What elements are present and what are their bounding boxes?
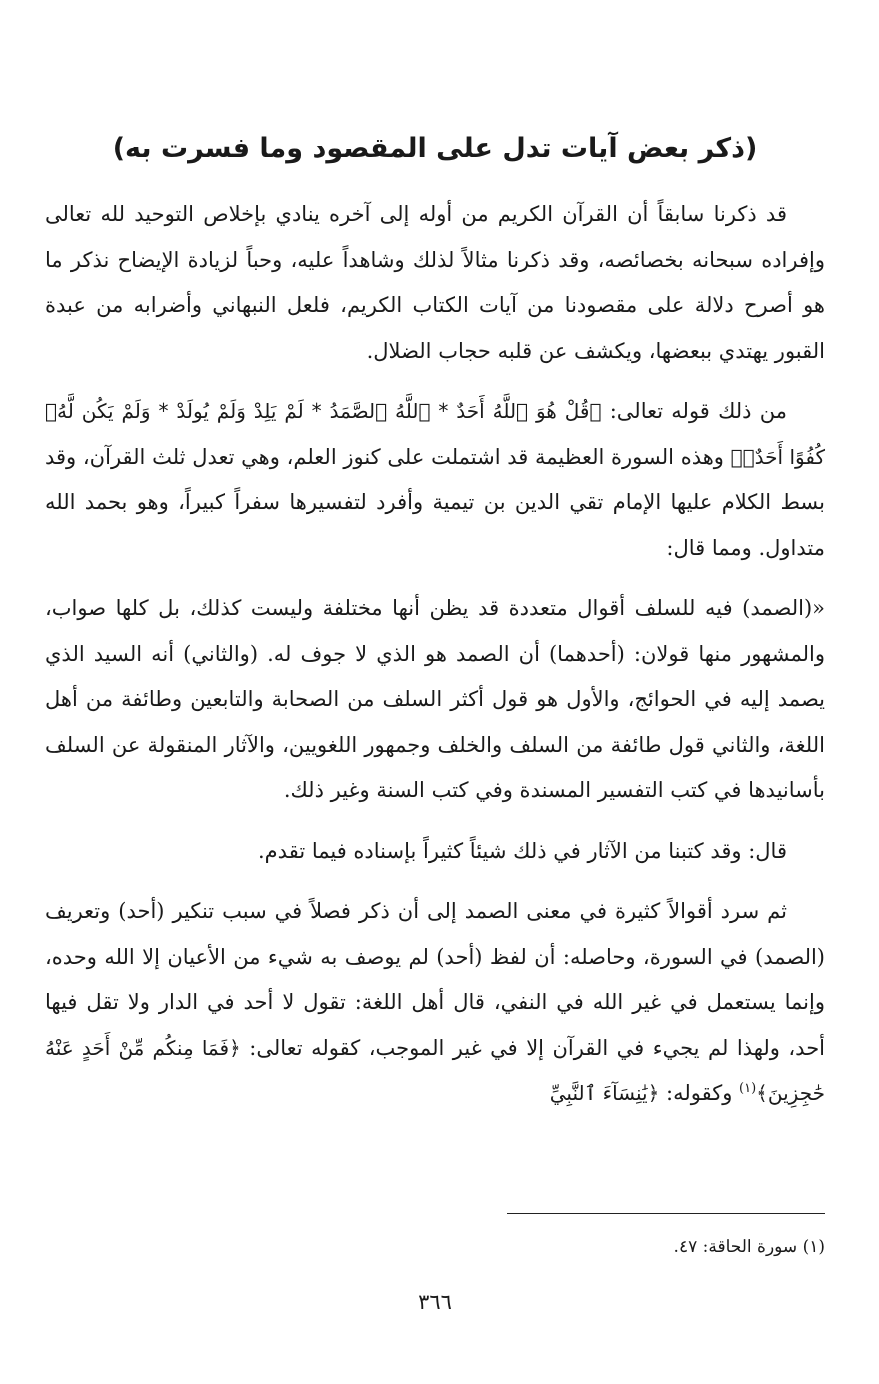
paragraph-ahad bbox=[45, 889, 825, 1117]
quran-verse-ikhlas: ﴿قُلْ هُوَ ٱللَّهُ أَحَدٌ * ٱللَّهُ ٱلصَّمَدُ * لَمْ يَلِدْ وَلَمْ يُولَدْ * وَلَمْ يَكُن لَّهُۥ كُفُوًا أَحَدٌۢ﴾ bbox=[45, 399, 825, 469]
body-text bbox=[45, 192, 825, 1132]
paragraph-connector: وكقوله: bbox=[659, 1081, 740, 1105]
paragraph-continuation: وهذه السورة العظيمة قد اشتملت على كنوز العلم، وهي تعدل ثلث القرآن، وقد بسط الكلام عليها الإمام تقي الدين بن تيمية وأفرد لتفسيرها سفراً كبيراً، وهو بحمد الله متداول. ومما قال: bbox=[45, 444, 825, 560]
paragraph-athar: قال: وقد كتبنا من الآثار في ذلك شيئاً كثيراً بإسناده فيما تقدم. bbox=[258, 838, 787, 863]
paragraph-lead: من ذلك قوله تعالى: bbox=[601, 399, 787, 423]
paragraph-main-text: ثم سرد أقوالاً كثيرة في معنى الصمد إلى أن ذكر فصلاً في سبب تنكير (أحد) وتعريف (الصمد) في السورة، وحاصله: أن لفظ (أحد) لم يوصف به شيء من الأعيان إلا الله وحده، وإنما يستعمل في غير الله في النفي، قال أهل اللغة: تقول لا أحد في الدار ولا تقل فيها أحد، ولهذا لم يجيء في القرآن إلا في غير الموجب، كقوله تعالى: bbox=[45, 899, 826, 1060]
page-number: ٣٦٦ bbox=[418, 1290, 452, 1314]
quran-verse-ahzab: ﴿يَٰنِسَآءَ ٱلنَّبِيِّ bbox=[549, 1081, 660, 1105]
paragraph-surah-ikhlas bbox=[45, 389, 825, 571]
footnote: (١) سورة الحاقة: ٤٧. bbox=[673, 1237, 825, 1257]
paragraph-intro: قد ذكرنا سابقاً أن القرآن الكريم من أوله إلى آخره ينادي بإخلاص التوحيد لله تعالى وإفراده سبحانه بخصائصه، وقد ذكرنا مثالاً لذلك وشاهداً عليه، وحباً لزيادة الإيضاح نذكر ما هو أصرح دلالة على مقصودنا من آيات الكتاب الكريم، فلعل النبهاني وأضرابه من عبدة القبور يهتدي ببعضها، ويكشف عن قلبه حجاب الضلال. bbox=[45, 202, 825, 363]
section-title: (ذكر بعض آيات تدل على المقصود وما فسرت به) bbox=[112, 133, 758, 164]
footnote-reference: (١) bbox=[739, 1081, 757, 1096]
quran-verse-haqqa: ﴿فَمَا مِنكُم مِّنْ أَحَدٍ عَنْهُ حَٰجِزِينَ﴾ bbox=[45, 1035, 825, 1105]
footnote-divider bbox=[507, 1213, 825, 1214]
paragraph-quote-samad: «(الصمد) فيه للسلف أقوال متعددة قد يظن أنها مختلفة وليست كذلك، بل كلها صواب، والمشهور منها قولان: (أحدهما) أن الصمد هو الذي لا جوف له. (والثاني) أنه السيد الذي يصمد إليه في الحوائج، والأول هو قول أكثر السلف من الصحابة والتابعين وطائفة من أهل اللغة، والثاني قول طائفة من السلف والخلف وجمهور اللغويين، والآثار المنقولة عن السلف بأسانيدها في كتب التفسير المسندة وفي كتب السنة وغير ذلك. bbox=[45, 596, 825, 802]
book-page bbox=[45, 0, 825, 1384]
